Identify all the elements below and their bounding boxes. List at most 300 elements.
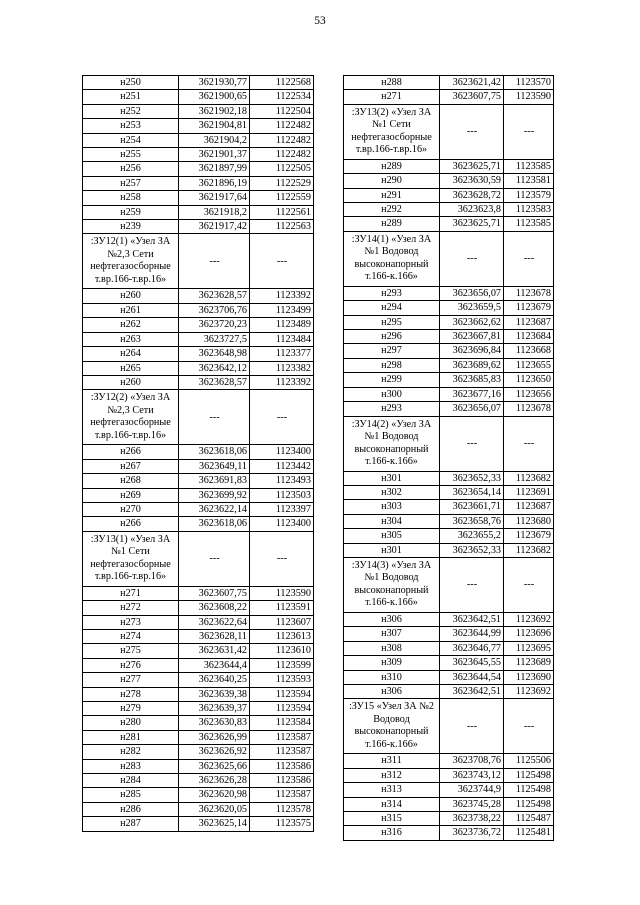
x-coordinate-cell: 3623626,28 [179,774,250,788]
table-row [344,485,554,499]
y-coordinate-cell: 1125498 [504,768,554,782]
x-coordinate-cell: 3623628,11 [179,629,250,643]
x-coordinate-cell: 3623642,51 [440,612,504,626]
y-coordinate-cell: --- [250,531,314,586]
point-name-cell: н314 [344,797,440,811]
table-row [344,174,554,188]
point-name-cell: н311 [344,754,440,768]
table-row [344,543,554,557]
table-row [83,318,314,332]
x-coordinate-cell: 3623655,2 [440,529,504,543]
x-coordinate-cell: 3623622,64 [179,615,250,629]
y-coordinate-cell: 1123684 [504,330,554,344]
coordinates-table-left [82,75,314,832]
point-name-cell: н254 [83,133,179,147]
table-row [344,330,554,344]
y-coordinate-cell: 1123679 [504,301,554,315]
table-row [344,76,554,90]
table-row [83,601,314,615]
table-row [83,133,314,147]
x-coordinate-cell: 3623644,99 [440,627,504,641]
y-coordinate-cell: 1123689 [504,656,554,670]
x-coordinate-cell: 3623630,59 [440,174,504,188]
x-coordinate-cell: 3623720,23 [179,318,250,332]
x-coordinate-cell: 3623744,9 [440,783,504,797]
point-name-cell: н304 [344,514,440,528]
table-row [83,289,314,303]
section-title-cell: :ЗУ12(2) «Узел ЗА №2,3 Сети нефтегазосборные т.вр.166-т.вр.16» [83,390,179,445]
y-coordinate-cell: 1123587 [250,788,314,802]
point-name-cell: н279 [83,702,179,716]
y-coordinate-cell: 1123382 [250,361,314,375]
y-coordinate-cell: 1123679 [504,529,554,543]
x-coordinate-cell: 3623677,16 [440,387,504,401]
y-coordinate-cell: 1123392 [250,375,314,389]
point-name-cell: н295 [344,315,440,329]
table-row [83,615,314,629]
x-coordinate-cell: 3621897,99 [179,162,250,176]
x-coordinate-cell: 3623620,05 [179,802,250,816]
x-coordinate-cell: 3623689,62 [440,358,504,372]
x-coordinate-cell: 3623631,42 [179,644,250,658]
point-name-cell: н258 [83,191,179,205]
table-row [83,586,314,600]
x-coordinate-cell: --- [440,231,504,286]
table-row [83,220,314,234]
table-row [344,188,554,202]
x-coordinate-cell: 3623654,14 [440,485,504,499]
table-row [344,529,554,543]
point-name-cell: н263 [83,332,179,346]
table-row [83,817,314,831]
y-coordinate-cell: 1123489 [250,318,314,332]
point-name-cell: н253 [83,119,179,133]
point-name-cell: н280 [83,716,179,730]
y-coordinate-cell: 1122504 [250,104,314,118]
section-row [344,231,554,286]
section-title-cell: :ЗУ12(1) «Узел ЗА №2,3 Сети нефтегазосборные т.вр.166-т.вр.16» [83,234,179,289]
x-coordinate-cell: --- [179,390,250,445]
table-row [344,358,554,372]
y-coordinate-cell: 1123442 [250,459,314,473]
table-row [344,612,554,626]
y-coordinate-cell: --- [504,557,554,612]
y-coordinate-cell: 1123607 [250,615,314,629]
point-name-cell: н293 [344,286,440,300]
table-row [83,716,314,730]
point-name-cell: н309 [344,656,440,670]
x-coordinate-cell: 3621930,77 [179,76,250,90]
x-coordinate-cell: 3623620,98 [179,788,250,802]
y-coordinate-cell: 1123594 [250,702,314,716]
table-row [344,768,554,782]
y-coordinate-cell: 1123591 [250,601,314,615]
table-row [83,759,314,773]
x-coordinate-cell: 3621896,19 [179,176,250,190]
point-name-cell: н315 [344,812,440,826]
table-row [83,658,314,672]
y-coordinate-cell: 1123400 [250,445,314,459]
point-name-cell: н302 [344,485,440,499]
section-title-cell: :ЗУ13(2) «Узел ЗА №1 Сети нефтегазосборные т.вр.166-т.вр.16» [344,104,440,159]
point-name-cell: н285 [83,788,179,802]
x-coordinate-cell: 3623661,71 [440,500,504,514]
x-coordinate-cell: 3623667,81 [440,330,504,344]
x-coordinate-cell: 3623645,55 [440,656,504,670]
y-coordinate-cell: 1122561 [250,205,314,219]
point-name-cell: н239 [83,220,179,234]
y-coordinate-cell: 1123691 [504,485,554,499]
table-row [344,797,554,811]
x-coordinate-cell: 3623608,22 [179,601,250,615]
y-coordinate-cell: 1123696 [504,627,554,641]
point-name-cell: н272 [83,601,179,615]
x-coordinate-cell: 3623640,25 [179,673,250,687]
y-coordinate-cell: 1123585 [504,159,554,173]
table-row [344,826,554,840]
section-title-cell: :ЗУ14(3) «Узел ЗА №1 Водовод высоконапорный т.166-к.166» [344,557,440,612]
point-name-cell: н267 [83,459,179,473]
x-coordinate-cell: 3623642,51 [440,684,504,698]
point-name-cell: н251 [83,90,179,104]
section-row [344,416,554,471]
x-coordinate-cell: 3623685,83 [440,373,504,387]
y-coordinate-cell: 1123682 [504,471,554,485]
x-coordinate-cell: 3623646,77 [440,641,504,655]
table-row [83,459,314,473]
x-coordinate-cell: 3623607,75 [440,90,504,104]
x-coordinate-cell: 3623656,07 [440,286,504,300]
point-name-cell: н266 [83,517,179,531]
table-row [83,119,314,133]
point-name-cell: н255 [83,148,179,162]
x-coordinate-cell: 3623607,75 [179,586,250,600]
table-row [83,673,314,687]
coordinates-table-right [343,75,554,841]
table-row [83,802,314,816]
y-coordinate-cell: 1123583 [504,203,554,217]
x-coordinate-cell: 3623652,33 [440,471,504,485]
table-row [83,148,314,162]
point-name-cell: н261 [83,303,179,317]
x-coordinate-cell: 3623628,72 [440,188,504,202]
x-coordinate-cell: 3623618,06 [179,517,250,531]
section-title-cell: :ЗУ14(1) «Узел ЗА №1 Водовод высоконапорный т.166-к.166» [344,231,440,286]
table-row [344,656,554,670]
x-coordinate-cell: 3623618,06 [179,445,250,459]
x-coordinate-cell: 3623639,38 [179,687,250,701]
x-coordinate-cell: 3623649,11 [179,459,250,473]
y-coordinate-cell: 1123680 [504,514,554,528]
table-row [344,286,554,300]
x-coordinate-cell: 3621904,2 [179,133,250,147]
point-name-cell: н294 [344,301,440,315]
table-row [344,373,554,387]
y-coordinate-cell: 1123650 [504,373,554,387]
point-name-cell: н262 [83,318,179,332]
x-coordinate-cell: 3623696,84 [440,344,504,358]
y-coordinate-cell: 1123692 [504,612,554,626]
y-coordinate-cell: 1123585 [504,217,554,231]
x-coordinate-cell: --- [440,104,504,159]
x-coordinate-cell: 3623738,22 [440,812,504,826]
point-name-cell: н266 [83,445,179,459]
y-coordinate-cell: 1123581 [504,174,554,188]
x-coordinate-cell: 3623659,5 [440,301,504,315]
point-name-cell: н289 [344,217,440,231]
x-coordinate-cell: 3623626,99 [179,730,250,744]
y-coordinate-cell: --- [504,231,554,286]
point-name-cell: н271 [83,586,179,600]
section-title-cell: :ЗУ14(2) «Узел ЗА №1 Водовод высоконапорный т.166-к.166» [344,416,440,471]
y-coordinate-cell: 1125498 [504,783,554,797]
point-name-cell: н305 [344,529,440,543]
y-coordinate-cell: 1122563 [250,220,314,234]
x-coordinate-cell: 3623639,37 [179,702,250,716]
y-coordinate-cell: 1123584 [250,716,314,730]
y-coordinate-cell: 1123668 [504,344,554,358]
y-coordinate-cell: 1122534 [250,90,314,104]
y-coordinate-cell: --- [504,416,554,471]
table-row [344,514,554,528]
table-row [344,754,554,768]
table-row [83,375,314,389]
table-row [83,76,314,90]
point-name-cell: н277 [83,673,179,687]
x-coordinate-cell: 3623644,54 [440,670,504,684]
x-coordinate-cell: 3623745,28 [440,797,504,811]
y-coordinate-cell: 1123575 [250,817,314,831]
point-name-cell: н257 [83,176,179,190]
y-coordinate-cell: 1123610 [250,644,314,658]
y-coordinate-cell: --- [504,104,554,159]
table-row [83,104,314,118]
y-coordinate-cell: 1123586 [250,774,314,788]
point-name-cell: н312 [344,768,440,782]
x-coordinate-cell: --- [440,416,504,471]
table-row [344,387,554,401]
x-coordinate-cell: 3623642,12 [179,361,250,375]
y-coordinate-cell: 1123687 [504,500,554,514]
table-row [344,315,554,329]
table-row [83,162,314,176]
point-name-cell: н306 [344,684,440,698]
section-row [344,699,554,754]
point-name-cell: н291 [344,188,440,202]
x-coordinate-cell: --- [179,234,250,289]
point-name-cell: н252 [83,104,179,118]
point-name-cell: н301 [344,543,440,557]
y-coordinate-cell: 1123377 [250,347,314,361]
point-name-cell: н301 [344,471,440,485]
x-coordinate-cell: 3623648,98 [179,347,250,361]
x-coordinate-cell: 3621901,37 [179,148,250,162]
table-row [83,745,314,759]
x-coordinate-cell: 3623662,62 [440,315,504,329]
x-coordinate-cell: 3623628,57 [179,375,250,389]
table-row [344,344,554,358]
table-row [83,445,314,459]
point-name-cell: н299 [344,373,440,387]
y-coordinate-cell: 1125506 [504,754,554,768]
point-name-cell: н265 [83,361,179,375]
section-row [83,234,314,289]
x-coordinate-cell: 3623652,33 [440,543,504,557]
y-coordinate-cell: 1123587 [250,745,314,759]
y-coordinate-cell: 1123400 [250,517,314,531]
x-coordinate-cell: 3623644,4 [179,658,250,672]
table-row [83,205,314,219]
y-coordinate-cell: 1122482 [250,133,314,147]
table-row [83,176,314,190]
y-coordinate-cell: 1122568 [250,76,314,90]
y-coordinate-cell: 1123695 [504,641,554,655]
y-coordinate-cell: 1122505 [250,162,314,176]
point-name-cell: н276 [83,658,179,672]
y-coordinate-cell: 1123599 [250,658,314,672]
point-name-cell: н256 [83,162,179,176]
x-coordinate-cell: 3623706,76 [179,303,250,317]
table-row [83,644,314,658]
table-row [83,191,314,205]
y-coordinate-cell: 1123499 [250,303,314,317]
x-coordinate-cell: 3621918,2 [179,205,250,219]
point-name-cell: н271 [344,90,440,104]
y-coordinate-cell: 1123690 [504,670,554,684]
table-row [83,474,314,488]
x-coordinate-cell: 3623699,92 [179,488,250,502]
point-name-cell: н286 [83,802,179,816]
x-coordinate-cell: 3623658,76 [440,514,504,528]
table-row [83,488,314,502]
table-row [83,629,314,643]
point-name-cell: н275 [83,644,179,658]
point-name-cell: н288 [344,76,440,90]
point-name-cell: н292 [344,203,440,217]
table-row [83,361,314,375]
x-coordinate-cell: 3621917,64 [179,191,250,205]
point-name-cell: н284 [83,774,179,788]
x-coordinate-cell: 3623691,83 [179,474,250,488]
table-row [344,783,554,797]
point-name-cell: н282 [83,745,179,759]
section-row [344,557,554,612]
table-row [83,332,314,346]
x-coordinate-cell: 3623625,71 [440,159,504,173]
table-row [344,90,554,104]
page-number: 53 [314,15,326,27]
y-coordinate-cell: 1123586 [250,759,314,773]
y-coordinate-cell: 1123590 [504,90,554,104]
y-coordinate-cell: 1123397 [250,502,314,516]
x-coordinate-cell: 3623708,76 [440,754,504,768]
table-row [344,670,554,684]
x-coordinate-cell: 3623656,07 [440,402,504,416]
point-name-cell: н264 [83,347,179,361]
table-row [344,471,554,485]
x-coordinate-cell: --- [440,699,504,754]
y-coordinate-cell: 1123682 [504,543,554,557]
x-coordinate-cell: 3621900,65 [179,90,250,104]
y-coordinate-cell: 1123587 [250,730,314,744]
point-name-cell: н316 [344,826,440,840]
point-name-cell: н270 [83,502,179,516]
y-coordinate-cell: 1123656 [504,387,554,401]
table-row [83,90,314,104]
table-row [344,627,554,641]
point-name-cell: н287 [83,817,179,831]
y-coordinate-cell: --- [250,390,314,445]
point-name-cell: н274 [83,629,179,643]
point-name-cell: н313 [344,783,440,797]
x-coordinate-cell: 3623630,83 [179,716,250,730]
table-row [344,203,554,217]
point-name-cell: н259 [83,205,179,219]
x-coordinate-cell: --- [440,557,504,612]
y-coordinate-cell: 1123493 [250,474,314,488]
y-coordinate-cell: 1122559 [250,191,314,205]
point-name-cell: н289 [344,159,440,173]
x-coordinate-cell: 3623623,8 [440,203,504,217]
x-coordinate-cell: 3623621,42 [440,76,504,90]
y-coordinate-cell: 1123578 [250,802,314,816]
point-name-cell: н281 [83,730,179,744]
table-row [83,788,314,802]
table-row [344,641,554,655]
x-coordinate-cell: 3621904,81 [179,119,250,133]
table-row [344,159,554,173]
y-coordinate-cell: 1123687 [504,315,554,329]
point-name-cell: н300 [344,387,440,401]
section-row [83,531,314,586]
table-row [344,684,554,698]
table-row [344,812,554,826]
point-name-cell: н268 [83,474,179,488]
point-name-cell: н293 [344,402,440,416]
x-coordinate-cell: 3623625,71 [440,217,504,231]
table-row [83,702,314,716]
table-row [83,502,314,516]
point-name-cell: н269 [83,488,179,502]
point-name-cell: н308 [344,641,440,655]
y-coordinate-cell: 1123655 [504,358,554,372]
y-coordinate-cell: 1125498 [504,797,554,811]
point-name-cell: н297 [344,344,440,358]
table-row [83,730,314,744]
x-coordinate-cell: 3623628,57 [179,289,250,303]
x-coordinate-cell: 3623625,66 [179,759,250,773]
table-row [83,687,314,701]
point-name-cell: н306 [344,612,440,626]
x-coordinate-cell: 3621902,18 [179,104,250,118]
section-row [344,104,554,159]
point-name-cell: н290 [344,174,440,188]
point-name-cell: н273 [83,615,179,629]
x-coordinate-cell: 3623736,72 [440,826,504,840]
y-coordinate-cell: 1123503 [250,488,314,502]
table-row [344,217,554,231]
table-row [344,301,554,315]
y-coordinate-cell: 1122529 [250,176,314,190]
table-row [344,402,554,416]
x-coordinate-cell: --- [179,531,250,586]
y-coordinate-cell: 1123392 [250,289,314,303]
point-name-cell: н260 [83,375,179,389]
point-name-cell: н260 [83,289,179,303]
y-coordinate-cell: 1123593 [250,673,314,687]
y-coordinate-cell: --- [250,234,314,289]
x-coordinate-cell: 3623622,14 [179,502,250,516]
